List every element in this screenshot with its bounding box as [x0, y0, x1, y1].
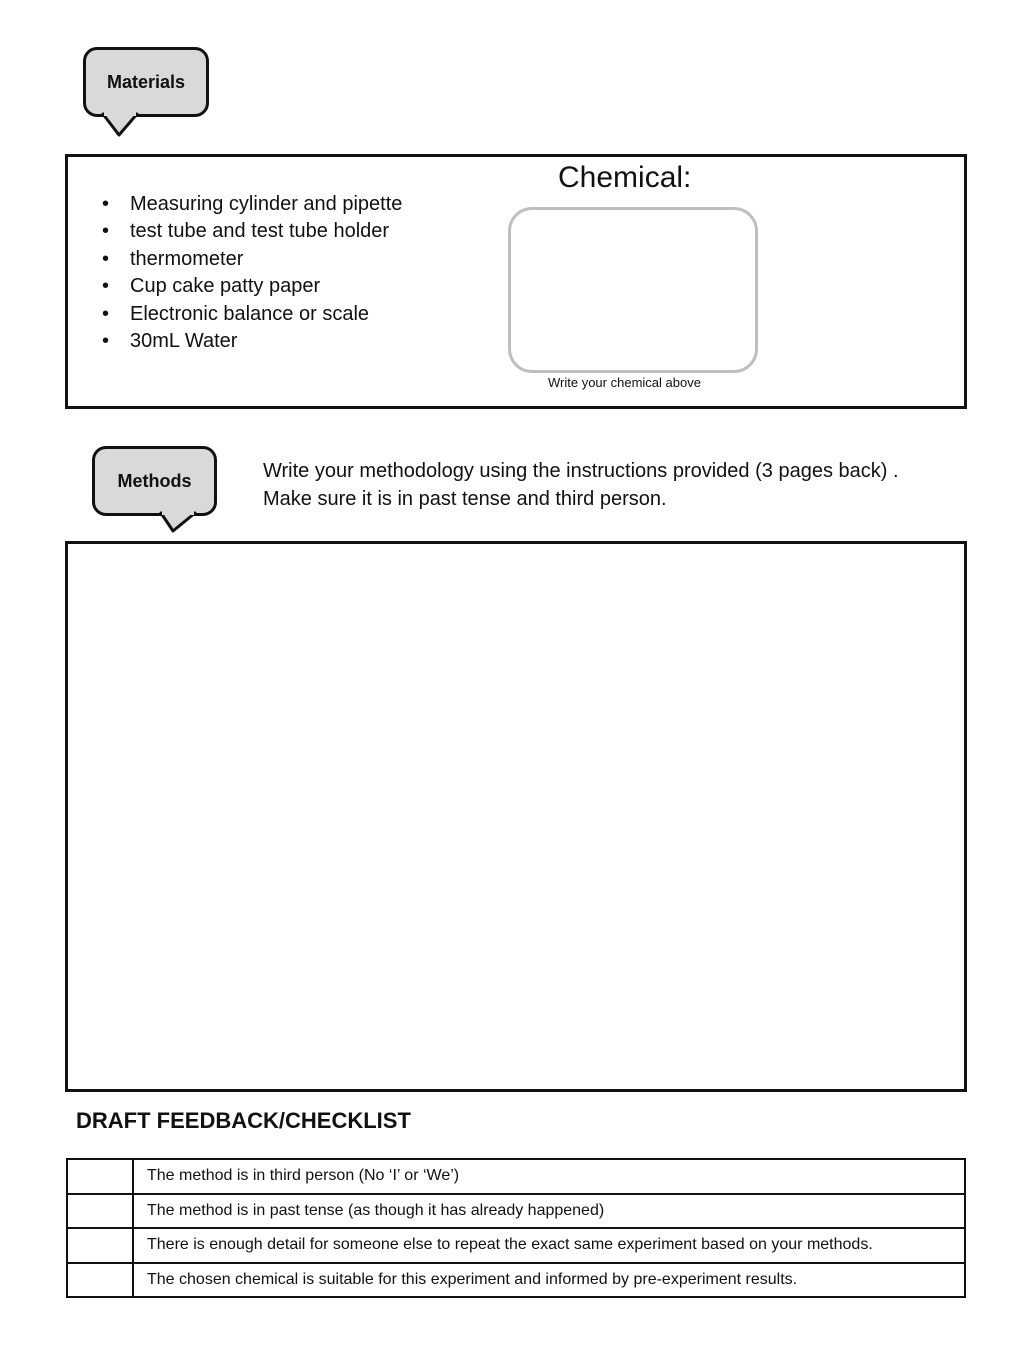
checklist-row	[67, 1263, 965, 1298]
checklist-checkbox-cell[interactable]	[67, 1228, 133, 1263]
materials-list	[98, 191, 402, 355]
checklist-checkbox-cell[interactable]	[67, 1263, 133, 1298]
checklist-checkbox-cell[interactable]	[67, 1159, 133, 1194]
methods-label: Methods	[117, 470, 192, 491]
materials-list-item: • Cup cake patty paper	[98, 273, 402, 300]
materials-list-item: • Electronic balance or scale	[98, 301, 402, 328]
checklist-row	[67, 1159, 965, 1194]
checklist-table	[66, 1158, 966, 1298]
materials-list-item: • Measuring cylinder and pipette	[98, 191, 402, 218]
methods-label-bubble	[92, 446, 217, 516]
materials-list-item: • thermometer	[98, 246, 402, 273]
materials-box	[65, 154, 967, 409]
checklist-checkbox-cell[interactable]	[67, 1194, 133, 1229]
checklist-item: The chosen chemical is suitable for this experiment and informed by pre-experiment results.	[133, 1263, 965, 1298]
checklist-item: The method is in third person (No ‘I’ or ‘We’)	[133, 1159, 965, 1194]
chemical-write-box[interactable]	[508, 207, 758, 373]
checklist-row	[67, 1194, 965, 1229]
materials-list-item: • test tube and test tube holder	[98, 218, 402, 245]
methods-instruction-line: Make sure it is in past tense and third person.	[263, 487, 667, 510]
chemical-caption: Write your chemical above	[548, 375, 701, 390]
methods-writing-box[interactable]	[65, 541, 967, 1092]
checklist-item: The method is in past tense (as though it has already happened)	[133, 1194, 965, 1229]
materials-label-bubble	[83, 47, 209, 117]
chemical-title: Chemical:	[558, 161, 692, 194]
checklist-row	[67, 1228, 965, 1263]
methods-instructions	[263, 458, 899, 513]
checklist-item: There is enough detail for someone else to repeat the exact same experiment based on your methods.	[133, 1228, 965, 1263]
materials-list-item: • 30mL Water	[98, 328, 402, 355]
checklist-heading: DRAFT FEEDBACK/CHECKLIST	[76, 1108, 411, 1133]
methods-instruction-line: Write your methodology using the instructions provided (3 pages back) .	[263, 460, 899, 482]
materials-label: Materials	[106, 71, 186, 92]
